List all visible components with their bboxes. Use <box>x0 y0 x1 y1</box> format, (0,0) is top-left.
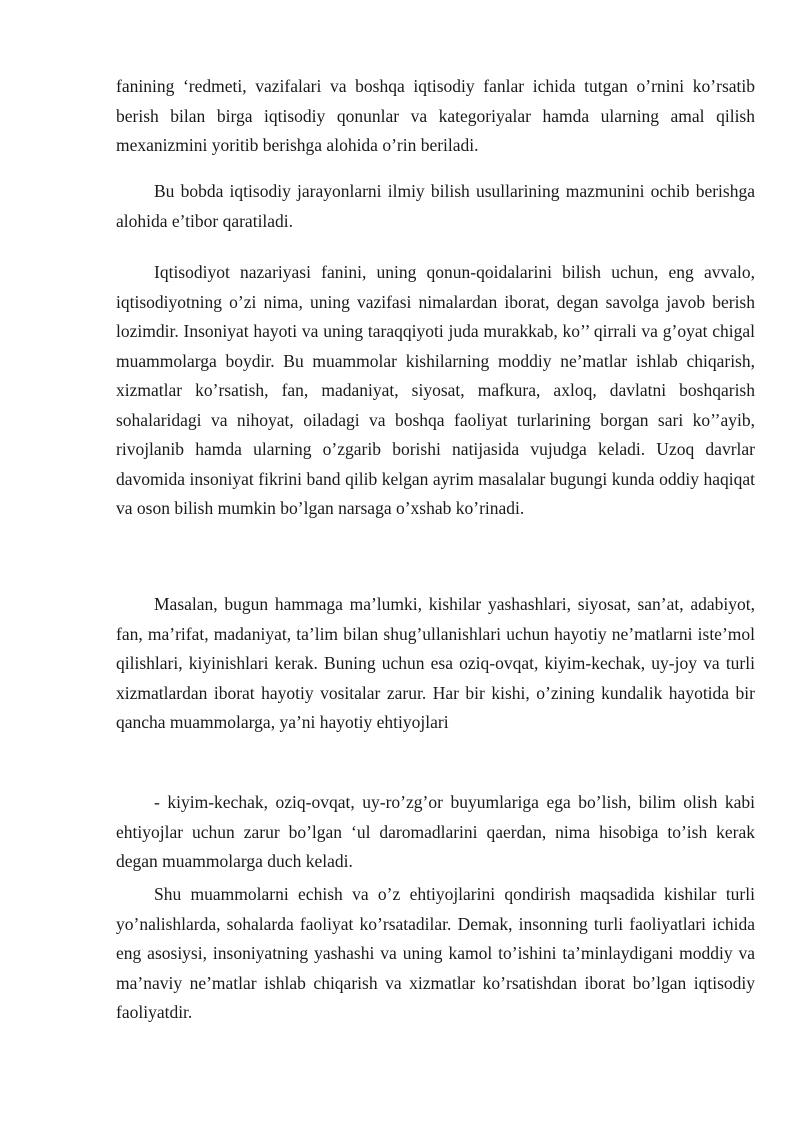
paragraph: Iqtisodiyot nazariyasi fanini, uning qonun-qoidalarini bilish uchun, eng avvalo, iqtisodiyotning o’zi nima, uning vazifasi nimalardan iborat, degan savolga javob berish lozimdir. Insoniyat hayoti va uning taraqqiyoti juda murakkab, ko’’ qirrali va g’oyat chigal muammolarga boydir. Bu muammolar kishilarning moddiy ne’matlar ishlab chiqarish, xizmatlar ko’rsatish, fan, madaniyat, siyosat, mafkura, axloq, davlatni boshqarish sohalaridagi va nihoyat, oiladagi va boshqa faoliyat turlarining borgan sari ko’’ayib, rivojlanib hamda ularning o’zgarib borishi natijasida vujudga keladi. Uzoq davrlar davomida insoniyat fikrini band qilib kelgan ayrim masalalar bugungi kunda oddiy haqiqat va oson bilish mumkin bo’lgan narsaga o’xshab ko’rinadi. <box>116 262 755 518</box>
paragraph: Masalan, bugun hammaga ma’lumki, kishilar yashashlari, siyosat, san’at, adabiyot, fan, ma’rifat, madaniyat, ta’lim bilan shug’ullanishlari uchun hayotiy ne’matlarni iste’mol qilishlari, kiyinishlari kerak. Buning uchun esa oziq-ovqat, kiyim-kechak, uy-joy va turli xizmatlardan iborat hayotiy vositalar zarur. Har bir kishi, o’zining kundalik hayotida bir qancha muammolarga, ya’ni hayotiy ehtiyojlari <box>116 594 755 732</box>
paragraph-continuation: fanining ‘redmeti, vazifalari va boshqa iqtisodiy fanlar ichida tutgan o’rnini ko’rsatib berish bilan birga iqtisodiy qonunlar va kategoriyalar hamda ularning amal qilish mexanizmini yoritib berishga alohida o’rin beriladi. <box>116 76 755 155</box>
paragraph: Shu muammolarni echish va o’z ehtiyojlarini qondirish maqsadida kishilar turli yo’nalishlarda, sohalarda faoliyat ko’rsatadilar. Demak, insonning turli faoliyatlari ichida eng asosiysi, insoniyatning yashashi va uning kamol to’ishini ta’minlaydigani moddiy va ma’naviy ne’matlar ishlab chiqarish va xizmatlar ko’rsatishdan iborat bo’lgan iqtisodiy faoliyatdir. <box>116 884 755 1022</box>
paragraph: - kiyim-kechak, oziq-ovqat, uy-ro’zg’or buyumlariga ega bo’lish, bilim olish kabi ehtiyojlar uchun zarur bo’lgan ‘ul daromadlarini qaerdan, nima hisobiga to’ish kerak degan muammolarga duch keladi. <box>116 792 755 871</box>
paragraph: Bu bobda iqtisodiy jarayonlarni ilmiy bilish usullarining mazmunini ochib berishga alohida e’tibor qaratiladi. <box>116 181 755 231</box>
